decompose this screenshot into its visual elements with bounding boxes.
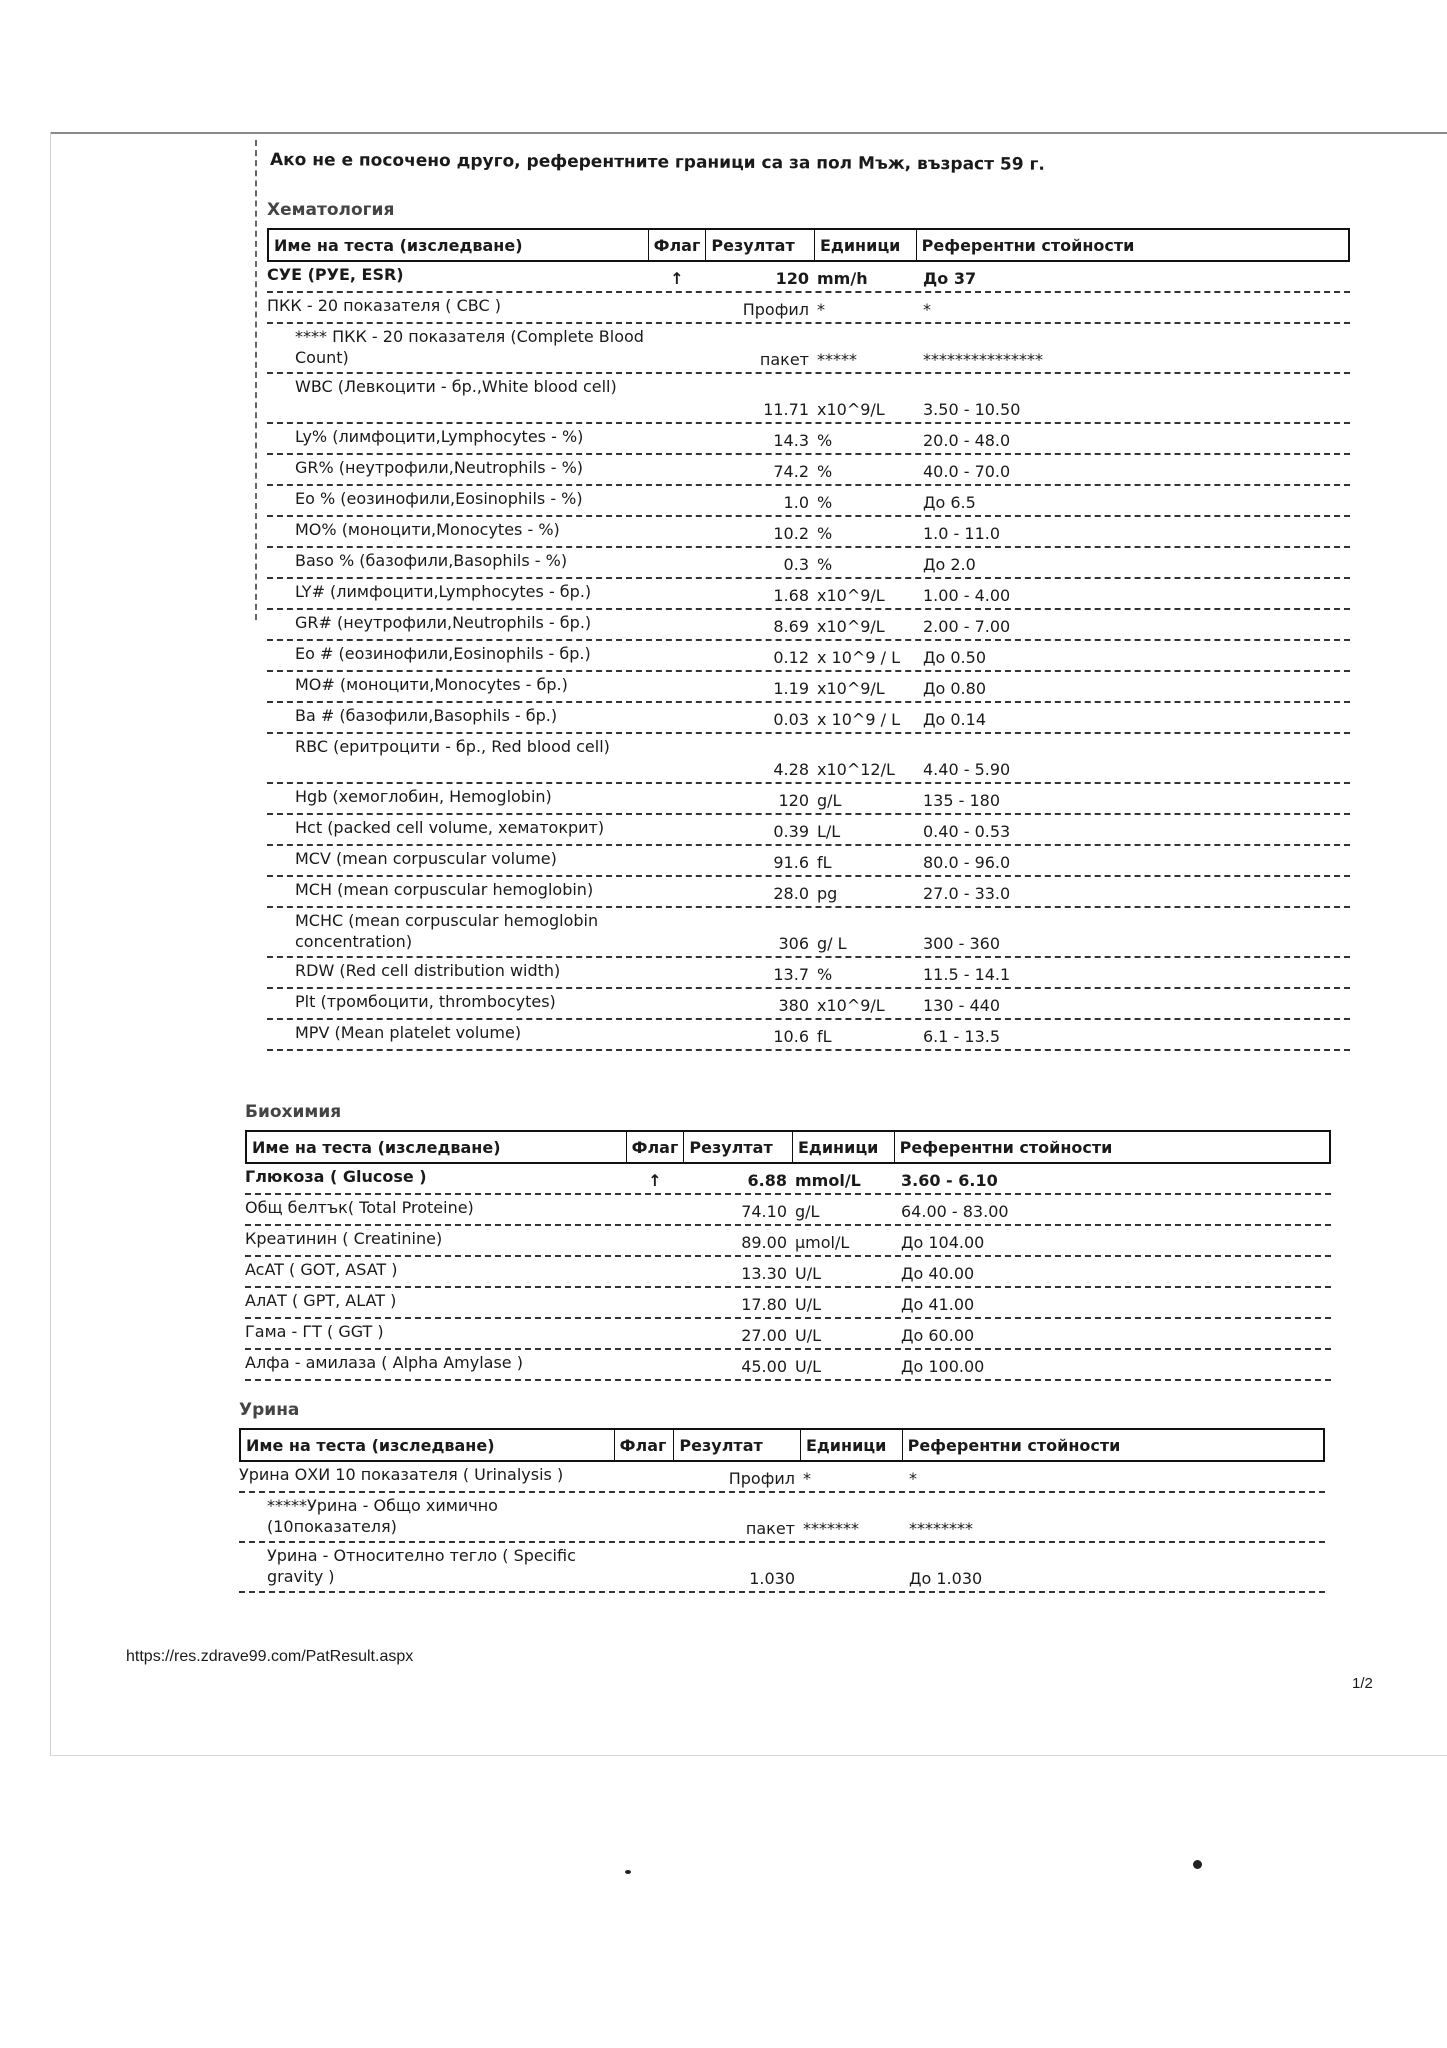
paper-left-edge [50,132,51,1755]
flag [648,989,706,1018]
reference-range: * [909,1469,917,1488]
result-value: 89.00 [741,1233,787,1252]
reference-range: До 37 [923,269,977,288]
flag [648,672,706,701]
test-name: *****Урина - Общо химично (10показателя) [267,1496,498,1536]
test-name: Plt (тромбоцити, thrombocytes) [295,992,556,1011]
result-value: 120 [778,791,809,810]
table-header [267,228,1350,262]
test-name: Ba # (базофили,Basophils - бр.) [295,706,558,725]
paper-top-edge [50,132,1447,134]
flag [626,1350,684,1379]
unit: x10^9/L [817,617,885,636]
flag [648,579,706,608]
flag [648,517,706,546]
result-value: 0.03 [773,710,809,729]
column-header-result: Резултат [684,1132,793,1162]
table-row [267,703,1350,734]
table-row [267,293,1350,324]
table-row [267,610,1350,641]
test-name: MCH (mean corpuscular hemoglobin) [295,880,594,899]
column-header-ref: Референтни стойности [899,1137,1113,1157]
flag [648,610,706,639]
test-name: GR# (неутрофили,Neutrophils - бр.) [295,613,592,632]
result-value: 14.3 [773,431,809,450]
test-name: Глюкоза ( Glucose ) [245,1167,427,1186]
table-body [239,1462,1325,1593]
table-row [267,815,1350,846]
reference-range: 135 - 180 [923,791,1001,810]
unit: pg [817,884,838,903]
unit: x10^9/L [817,400,885,419]
flag [626,1195,684,1224]
result-value: 6.88 [747,1171,787,1190]
reference-range: 64.00 - 83.00 [901,1202,1009,1221]
result-value: 8.69 [773,617,809,636]
test-name: Eo % (еозинофили,Eosinophils - %) [295,489,583,508]
reference-range: До 1.030 [909,1569,983,1588]
unit: U/L [795,1326,822,1345]
reference-range: 2.00 - 7.00 [923,617,1011,636]
result-value: Профил [742,300,809,319]
unit: g/L [817,791,842,810]
unit: x 10^9 / L [817,710,900,729]
table-row [239,1543,1325,1593]
unit: % [817,524,833,543]
table-body [245,1164,1331,1381]
table-row [245,1257,1331,1288]
test-name: WBC (Левкоцити - бр.,White blood cell) [295,377,617,396]
table-row [267,262,1350,293]
flag: ↑ [648,1171,662,1190]
table-row [267,908,1350,958]
flag [626,1319,684,1348]
unit: g/L [795,1202,820,1221]
flag [648,846,706,875]
unit: x10^9/L [817,996,885,1015]
test-name: Общ белтък( Total Proteine) [245,1198,474,1217]
reference-range: До 41.00 [901,1295,975,1314]
result-value: 0.12 [773,648,809,667]
flag [648,908,706,956]
reference-range: 130 - 440 [923,996,1001,1015]
result-value: 0.39 [773,822,809,841]
reference-range: До 0.50 [923,648,986,667]
table-row [267,1020,1350,1051]
test-name: RBC (еритроцити - бр., Red blood cell) [295,737,610,756]
result-value: 74.2 [773,462,809,481]
test-name: Алфа - амилаза ( Alpha Amylase ) [245,1353,523,1372]
table-row [267,455,1350,486]
flag [648,784,706,813]
table-row [267,548,1350,579]
reference-range: 1.0 - 11.0 [923,524,1001,543]
result-value: Профил [728,1469,795,1488]
column-header-flag: Флаг [615,1430,675,1460]
table-row [267,374,1350,424]
table-row [267,846,1350,877]
unit: L/L [817,822,841,841]
unit: x10^9/L [817,679,885,698]
table-row [267,877,1350,908]
reference-range: 1.00 - 4.00 [923,586,1011,605]
reference-range: 20.0 - 48.0 [923,431,1011,450]
test-name: LY# (лимфоцити,Lymphocytes - бр.) [295,582,592,601]
flag [648,734,706,782]
column-header-flag: Флаг [627,1132,685,1162]
flag [648,424,706,453]
test-name: Hgb (хемоглобин, Hemoglobin) [295,787,552,806]
page-number: 1/2 [1352,1675,1373,1692]
test-name: ПКК - 20 показателя ( CBC ) [267,296,501,315]
reference-range: 0.40 - 0.53 [923,822,1011,841]
reference-range: До 60.00 [901,1326,975,1345]
flag [648,815,706,844]
reference-range: 80.0 - 96.0 [923,853,1011,872]
flag [626,1226,684,1255]
table-row [267,734,1350,784]
column-header-name: Име на теста (изследване) [269,230,649,260]
flag [648,958,706,987]
reference-range: До 0.80 [923,679,986,698]
test-name: Урина ОХИ 10 показателя ( Urinalysis ) [239,1465,564,1484]
test-name: MCHC (mean corpuscular hemoglobin concentration) [295,911,599,951]
page-url: https://res.zdrave99.com/PatResult.aspx [126,1648,414,1665]
table-row [267,486,1350,517]
unit: U/L [795,1357,822,1376]
column-header-units: Единици [815,230,917,260]
reference-range: 11.5 - 14.1 [923,965,1011,984]
reference-range: 300 - 360 [923,934,1001,953]
table-body [267,262,1350,1051]
test-name: **** ПКК - 20 показателя (Complete Blood Count) [295,327,644,367]
flag [648,293,706,322]
flag [626,1257,684,1286]
table-row [245,1164,1331,1195]
reference-range: *************** [923,350,1043,369]
test-name: RDW (Red cell distribution width) [295,961,561,980]
table-row [245,1288,1331,1319]
result-value: 27.00 [741,1326,787,1345]
reference-range: 3.50 - 10.50 [923,400,1021,419]
unit: g/ L [817,934,847,953]
reference-range: До 100.00 [901,1357,985,1376]
unit: x 10^9 / L [817,648,900,667]
unit [801,1543,903,1591]
urine-section [239,1400,1325,1593]
unit: mmol/L [795,1171,861,1190]
reference-range: До 6.5 [923,493,976,512]
result-value: 1.19 [773,679,809,698]
table-header [245,1130,1331,1164]
scan-speck [1193,1860,1202,1869]
test-name: СУЕ (РУЕ, ESR) [267,265,404,284]
unit: * [817,300,825,319]
reference-range: 40.0 - 70.0 [923,462,1011,481]
result-value: 17.80 [741,1295,787,1314]
column-header-units: Единици [793,1132,895,1162]
unit: x10^12/L [817,760,895,779]
reference-range: До 2.0 [923,555,976,574]
unit: % [817,462,833,481]
test-name: GR% (неутрофили,Neutrophils - %) [295,458,584,477]
paper-bottom-edge [50,1755,1447,1756]
flag [648,374,706,422]
unit: U/L [795,1295,822,1314]
result-value: 13.30 [741,1264,787,1283]
test-name: MO% (моноцити,Monocytes - %) [295,520,560,539]
flag [648,877,706,906]
reference-range: До 40.00 [901,1264,975,1283]
test-name: AcAT ( GOT, ASAT ) [245,1260,398,1279]
table-header [239,1428,1325,1462]
unit: * [803,1469,811,1488]
table-row [245,1195,1331,1226]
reference-range: 4.40 - 5.90 [923,760,1011,779]
unit: % [817,431,833,450]
result-value: 28.0 [773,884,809,903]
flag [648,1020,706,1049]
result-value: 91.6 [773,853,809,872]
reference-range: ******** [909,1519,973,1538]
result-value: пакет [745,1519,795,1538]
flag [614,1462,674,1491]
reference-range: 27.0 - 33.0 [923,884,1011,903]
result-value: 45.00 [741,1357,787,1376]
test-name: Ly% (лимфоцити,Lymphocytes - %) [295,427,584,446]
hematology-section [267,200,1350,1051]
flag [626,1288,684,1317]
test-name: Креатинин ( Creatinine) [245,1229,443,1248]
table-row [267,958,1350,989]
unit: % [817,493,833,512]
result-value: 4.28 [773,760,809,779]
reference-range: 6.1 - 13.5 [923,1027,1001,1046]
reference-range: До 104.00 [901,1233,985,1252]
test-name: АлАТ ( GPT, ALAT ) [245,1291,397,1310]
result-value: 74.10 [741,1202,787,1221]
table-row [267,672,1350,703]
flag [614,1543,674,1591]
test-name: Гама - ГТ ( GGT ) [245,1322,384,1341]
table-row [239,1462,1325,1493]
table-row [267,424,1350,455]
section-title: Хематология [267,200,395,220]
table-row [267,989,1350,1020]
table-row [267,641,1350,672]
section-title: Биохимия [245,1102,342,1122]
result-value: 120 [775,269,809,288]
result-value: 10.2 [773,524,809,543]
table-row [245,1319,1331,1350]
column-header-result: Резултат [674,1430,801,1460]
unit: x10^9/L [817,586,885,605]
unit: % [817,965,833,984]
result-value: 380 [778,996,809,1015]
result-value: 0.3 [783,555,809,574]
result-value: 10.6 [773,1027,809,1046]
table-row [267,324,1350,374]
scan-speck [625,1870,631,1874]
result-value: 1.68 [773,586,809,605]
flag [648,703,706,732]
table-row [245,1226,1331,1257]
unit: fL [817,1027,832,1046]
unit: mm/h [817,269,868,288]
unit: ******* [803,1519,859,1538]
test-name: MO# (моноцити,Monocytes - бр.) [295,675,568,694]
table-row [267,517,1350,548]
table-row [239,1493,1325,1543]
result-value: 1.0 [783,493,809,512]
column-header-result: Резултат [706,230,815,260]
test-name: Урина - Относително тегло ( Specific gravity ) [267,1546,576,1586]
biochemistry-section [245,1102,1331,1381]
section-title: Урина [239,1400,300,1420]
result-value: 306 [778,934,809,953]
flag [648,548,706,577]
flag [648,455,706,484]
test-name: MCV (mean corpuscular volume) [295,849,557,868]
test-name: Baso % (базофили,Basophils - %) [295,551,568,570]
result-value: 1.030 [749,1569,795,1588]
table-row [267,784,1350,815]
test-name: MPV (Mean platelet volume) [295,1023,522,1042]
reference-range: 3.60 - 6.10 [901,1171,998,1190]
result-value: 11.71 [763,400,809,419]
column-header-units: Единици [801,1430,903,1460]
unit: fL [817,853,832,872]
flag [648,486,706,515]
flag [648,324,706,372]
result-value: пакет [759,350,809,369]
column-header-ref: Референтни стойности [921,235,1135,255]
reference-range: До 0.14 [923,710,986,729]
flag [614,1493,674,1541]
unit: % [817,555,833,574]
result-value: 13.7 [773,965,809,984]
test-name: Hct (packed cell volume, хематокрит) [295,818,605,837]
column-header-flag: Флаг [649,230,707,260]
table-row [267,579,1350,610]
column-header-ref: Референтни стойности [907,1435,1121,1455]
column-header-name: Име на теста (изследване) [241,1430,615,1460]
unit: µmol/L [795,1233,850,1252]
flag [648,641,706,670]
column-header-name: Име на теста (изследване) [247,1132,627,1162]
unit: U/L [795,1264,822,1283]
reference-range: * [923,300,931,319]
perforation-line [255,140,257,620]
reference-notice: Ако не е посочено друго, референтните граници са за пол Мъж, възраст 59 г. [269,150,1045,175]
test-name: Eo # (еозинофили,Eosinophils - бр.) [295,644,591,663]
unit: ***** [817,350,857,369]
table-row [245,1350,1331,1381]
flag: ↑ [670,269,684,288]
